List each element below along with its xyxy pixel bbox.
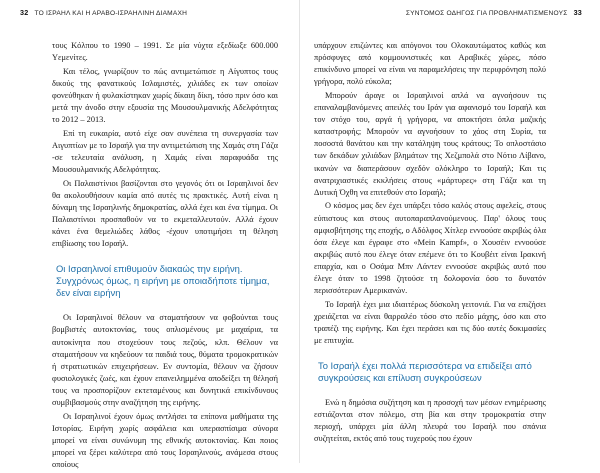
right-page — [300, 0, 600, 463]
right-page-body — [314, 40, 546, 447]
right-running-head: ΣΥΝΤΟΜΟΣ ΟΔΗΓΟΣ ΓΙΑ ΠΡΟΒΛΗΜΑΤΙΣΜΕΝΟΥΣ — [405, 10, 568, 17]
left-page-body — [52, 40, 278, 473]
paragraph: Οι Ισραηλινοί έχουν όμως αντλήσει τα επίπονα μαθήματα της Ιστορίας. Ειρήνη χωρίς ασφάλεια και υπερασπίσιμα σύνορα μπορεί να είναι συνώνυμη της εθνικής αυτοκτονίας. Και ποιος μπορεί να ξέρει καλύτερα από τους Ισραηλινούς, ανάμεσα στους οποίους — [52, 411, 278, 470]
right-running-header — [406, 7, 582, 19]
paragraph: Οι Παλαιστίνιοι βασίζονται στο γεγονός ότι οι Ισραηλινοί δεν θα ακολουθήσουν καμία από αυτές τις πρακτικές. Αυτή είναι η δύναμη της Ισραηλινής δημοκρατίας, αλλά έχει και ένα τίμημα. Οι Παλαιστίνιοι προσπαθούν να το εκμεταλλευτούν. Αλλά έχουν κάνει ένα θεμελιώδες λάθος -έχουν υποτιμήσει τη θέληση επιβίωσης του Ισραήλ. — [52, 178, 278, 249]
paragraph: Επί τη ευκαιρία, αυτό είχε σαν συνέπεια τη συνεργασία των Αιγυπτίων με το Ισραήλ για την αντιμετώπιση της Χαμάς στη Γάζα -σε τελευταία ανάλυση, η Χαμάς είναι παραφυάδα της Μουσουλμανικής Αδελφότητας. — [52, 128, 278, 175]
paragraph: Και τέλος, γνωρίζουν το πώς αντιμετώπισε η Αίγυπτος τους δικούς της φανατικούς Ισλαμιστές, χιλιάδες εκ των οποίων φονεύθηκαν ή φυλακίστηκαν χωρίς δίκαιη δίκη, τόσο πριν όσο και μετά την άνοδο στην εξουσία της Μουσουλμανικής Αδελφότητας το 2012 – 2013. — [52, 66, 278, 125]
paragraph: Μπορούν άραγε οι Ισραηλινοί απλά να αγνοήσουν τις επαναλαμβανόμενες απειλές του Ιράν για αφανισμό του Ισραήλ και τον στόχο του, αργά ή γρήγορα, να αποκτήσει όπλα μαζικής καταστροφής; Μπορούν να αγνοήσουν το χάος στη Συρία, τα ποσοστά θανάτου και την κατάληψη τους κράτους; Το οπλοστάσιο των δεκάδων χιλιάδων βλημάτων της Χεζμπολά στο Νότιο Λίβανο, ικανών να διαπεράσουν σχεδόν ολόκληρο το Ισραήλ; Και τις ανατριχιαστικές εκκλήσεις στους «μάρτυρες» στη Γάζα και τη Δυτική Όχθη να επιτεθούν στο Ισραήλ; — [314, 90, 546, 197]
section-subheading: Το Ισραήλ έχει πολλά περισσότερα να επιδείξει από συγκρούσεις και επίλυση συγκρούσεων — [318, 360, 532, 384]
left-running-head: ΤΟ ΙΣΡΑΗΛ ΚΑΙ Η ΑΡΑΒΟ-ΙΣΡΑΗΛΙΝΗ ΔΙΑΜΑΧΗ — [34, 10, 188, 17]
paragraph: υπάρχουν επιζώντες και απόγονοι του Ολοκαυτώματος καθώς και πρόσφυγες από κομμουνιστικές και Αραβικές χώρες, πόσο επικίνδυνο μπορεί να είναι να παραμελήσεις την περιφρόνηση πολύ γρήγορα, πολύ εύκολα; — [314, 41, 546, 87]
paragraph: Οι Ισραηλινοί θέλουν να σταματήσουν να φοβούνται τους βομβιστές αυτοκτονίας, τους οπλισμένους με μαχαίρια, τα αυτοκίνητα που στοχεύουν τους πεζούς, κλπ. Θέλουν να σταματήσουν να κηδεύουν τα παιδιά τους, θύματα τρομοκρατικών ή στρατιωτικών επιχειρήσεων. Εν συντομία, θέλουν να ζήσουν φυσιολογικές ζωές, και έχουν επανειλημμένα αποδείξει τη θέλησή τους να προσπορίζουν εκτεταμένους και δυνητικά επικίνδυνους συμβιβασμούς στην αναζήτηση της ειρήνης. — [52, 313, 278, 408]
paragraph: Ο κόσμος μας δεν έχει υπάρξει τόσο καλός στους αφελείς, στους εύπιστους και στους αυτοπαραπλανούμενους. Παρ' όλους τους αμφισβήτησης της εποχής, ο Αδόλφος Χίτλερ εννοούσε ακριβώς όλα όσα έλεγε και έγραφε στο «Mein Kampf», ο Χουσέιν εννοούσε ακριβώς αυτό που έλεγε όταν επέμενε ότι το Κουβέιτ είναι Ιρακινή επαρχία, και ο Οσάμα Μπν Λάντεν εννοούσε ακριβώς αυτό που έλεγε όταν το 1998 ζητούσε τη δολοφονία όσο το δυνατόν περισσότερων Αμερικανών. — [314, 201, 546, 296]
paragraph: τους Κόλπου το 1990 – 1991. Σε μία νύχτα εξεδίωξε 600.000 Υεμενίτες. — [52, 41, 278, 63]
left-page-number: 32 — [20, 8, 29, 17]
paragraph: Ενώ η δημόσια συζήτηση και η προσοχή των μέσων ενημέρωσης εστιάζονται στον πόλεμο, στη βία και στην τρομοκρατία στην περιοχή, υπάρχει μία άλλη πλευρά του Ισραήλ που σπάνια συζητείται, εκτός από τους τυχερούς που έχουν — [314, 398, 546, 444]
paragraph: Το Ισραήλ έχει μια ιδιαιτέρως δύσκολη γειτονιά. Για να επιζήσει χρειάζεται να είναι θαρραλέο τόσο στο πεδίο μάχης, όσο και στο τραπέζι της ειρήνης. Και έχει περάσει και τις δύο αυτές δοκιμασίες με επιτυχία. — [314, 299, 546, 346]
left-page — [0, 0, 300, 470]
right-page-number: 33 — [573, 8, 582, 17]
section-subheading: Οι Ισραηλινοί επιθυμούν διακαώς την ειρήνη. Συγχρόνως όμως, η ειρήνη με οποιαδήποτε τίμημα, δεν είναι ειρήνη — [56, 263, 270, 299]
left-running-header — [20, 7, 187, 19]
